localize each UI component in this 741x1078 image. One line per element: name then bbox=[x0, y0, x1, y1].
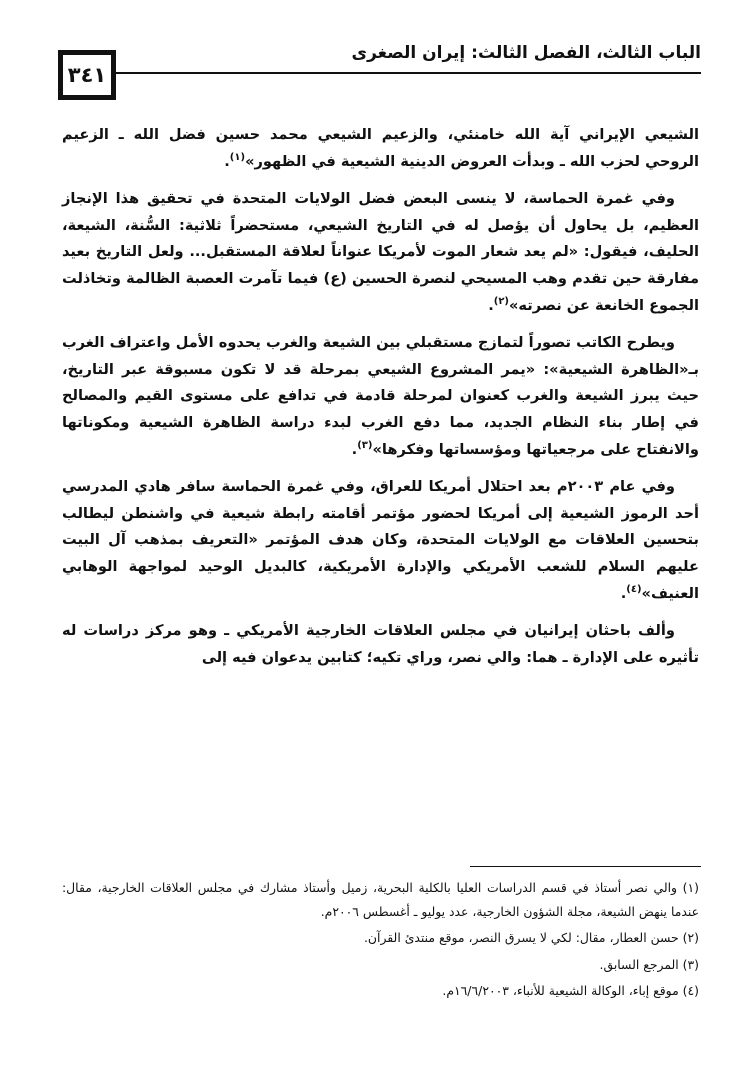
page-number: ٣٤١ bbox=[58, 50, 116, 100]
footnotes bbox=[62, 876, 699, 1006]
body-text bbox=[62, 122, 699, 682]
footnote-ref-4[interactable]: (٤) bbox=[626, 583, 642, 595]
footnote-2: (٢) حسن العطار، مقال: لكي لا يسرق النصر، موقع منتدئ القرآن. bbox=[363, 930, 699, 945]
paragraph-1-end: . bbox=[224, 152, 230, 170]
footnote-separator bbox=[470, 866, 701, 867]
paragraph-4-text: وفي عام ٢٠٠٣م بعد احتلال أمريكا للعراق، وفي غمرة الحماسة سافر هادي المدرسي أحد الرموز الشيعية إلى أمريكا لحضور مؤتمر أقامته رابطة شيعية في واشنطن ليطالب بتحسين العلاقات مع الولايات المتحدة، وكان هدف المؤتمر «التعريف بمذهب آل البيت عليهم السلام للشعب الأمريكي والإدارة الأمريكية، كالبديل الوحيد لمواجهة الوهابي العنيف» bbox=[62, 478, 699, 602]
footnote-ref-3[interactable]: (٣) bbox=[357, 439, 373, 451]
paragraph-2 bbox=[62, 186, 699, 319]
paragraph-3-end: . bbox=[351, 440, 358, 458]
running-header-title: الباب الثالث، الفصل الثالث: إيران الصغرى bbox=[351, 43, 701, 63]
header-rule bbox=[116, 72, 701, 74]
paragraph-5-text: وألف باحثان إيرانيان في مجلس العلاقات الخارجية الأمريكي ـ وهو مركز دراسات له تأثيره على الإدارة ـ هما: والي نصر، وراي تكيه؛ كتابين يدعوان فيه إلى bbox=[62, 622, 699, 666]
footnote-3: (٣) المرجع السابق. bbox=[599, 956, 699, 972]
footnote-4: (٤) موقع إباء، الوكالة الشيعية للأنباء، ١٦/٦/٢٠٠٣م. bbox=[442, 983, 699, 998]
paragraph-2-end: . bbox=[488, 296, 494, 314]
footnote-1: (١) والي نصر أستاذ في قسم الدراسات العليا بالكلية البحرية، زميل وأستاذ مشارك في مجلس العلاقات الخارجية، مقال: عندما ينهض الشيعة، مجلة الشؤون الخارجية، عدد يوليو ـ أغسطس ٢٠٠٦م. bbox=[62, 880, 699, 919]
paragraph-4-end: . bbox=[620, 584, 627, 602]
footnote-ref-1[interactable]: (١) bbox=[229, 151, 246, 163]
paragraph-3 bbox=[62, 330, 699, 463]
footnote-ref-2[interactable]: (٢) bbox=[493, 295, 509, 307]
paragraph-4 bbox=[62, 474, 699, 607]
paragraph-3-text: ويطرح الكاتب تصوراً لتمازج مستقبلي بين الشيعة والغرب يحدوه الأمل واعتراف الغرب بـ«الظاهرة الشيعية»: «يمر المشروع الشيعي بمرحلة قد لا تكون مسبوقة عبر التاريخ، حيث يبرز الشيعة والغرب كعنوان لمرحلة قادمة في تدافع على مستوى القيم والمصالح في إطار بناء النظام الجديد، مما دفع الغرب لبدء دراسة الظاهرة الشيعية ومكوناتها والانفتاح على مرجعياتها ومؤسساتها وفكرها» bbox=[62, 334, 699, 458]
paragraph-1 bbox=[62, 122, 699, 175]
paragraph-2-text: وفي غمرة الحماسة، لا ينسى البعض فضل الولايات المتحدة في تحقيق هذا الإنجاز العظيم، بل يحاول أن يؤصل له في التاريخ الشيعي، مستحضراً ثلاثية: السُّنة، الشيعة، الحليف، فيقول: «لم يعد شعار الموت لأمريكا عنواناً لعلاقة المستقبل... ولعل التاريخ بعيد مفارقة حين تقدم وهب المسيحي لنصرة الحسين (ع) فيما تآمرت العصبة الظالمة وتخاذلت الجموع الخانعة عن نصرته» bbox=[62, 190, 699, 314]
paragraph-5 bbox=[62, 618, 699, 671]
paragraph-1-text: الشيعي الإيراني آية الله خامنئي، والزعيم الشيعي محمد حسين فضل الله ـ الزعيم الروحي لحزب الله ـ وبدأت العروض الدينية الشيعية في الظهور» bbox=[62, 126, 699, 170]
